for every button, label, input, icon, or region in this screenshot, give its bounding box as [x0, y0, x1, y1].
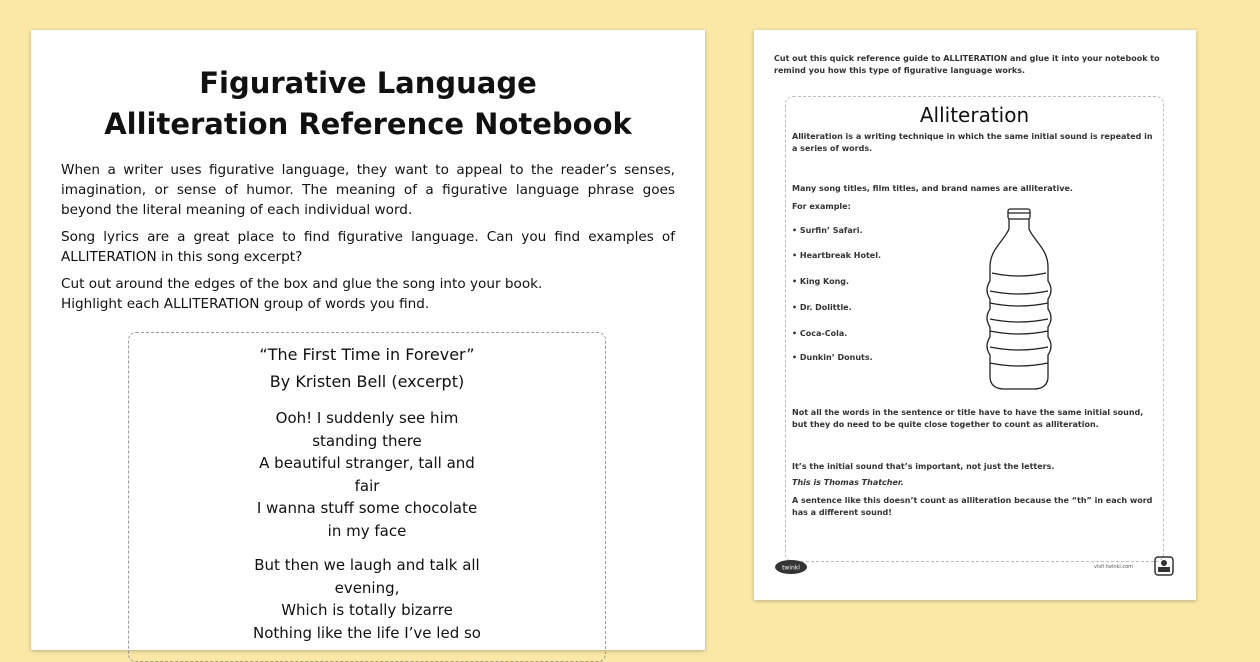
song-stanza-1	[129, 407, 605, 542]
song-byline: By Kristen Bell (excerpt)	[269, 372, 465, 391]
intro-block	[61, 160, 675, 314]
example-item: • Surfin’ Safari.	[792, 226, 863, 235]
intro-paragraph: When a writer uses figurative language, they want to appeal to the reader’s senses, imagination, or sense of humor. The meaning of a figurative language phrase goes beyond the literal meaning of each individual word.	[61, 162, 675, 218]
worksheet-page-left	[31, 30, 705, 650]
thomas-example-text: This is Thomas Thatcher.	[792, 478, 904, 487]
reference-card-title: Alliteration	[919, 103, 1030, 127]
water-bottle-illustration	[982, 207, 1056, 391]
lyric-line: A beautiful stranger, tall and	[259, 454, 475, 472]
instruction-text: Cut out this quick reference guide to ALLITERATION and glue it into your notebook to remind you how this type of figurative language works.	[774, 54, 1160, 75]
initial-sound-text: It’s the initial sound that’s important, not just the letters.	[792, 462, 1055, 471]
lyric-line: standing there	[312, 431, 422, 450]
worksheet-page-right	[754, 30, 1196, 600]
definition-text: Alliteration is a writing technique in which the same initial sound is repeated in a series of words.	[792, 132, 1153, 153]
example-item: • Dr. Dolittle.	[792, 303, 852, 312]
not-all-words-text: Not all the words in the sentence or title have to have the same initial sound, but they do need to be quite close together to count as alliteration.	[792, 408, 1144, 429]
lyric-line: Ooh! I suddenly see him	[275, 409, 459, 427]
lyric-line: I wanna stuff some chocolate	[256, 499, 478, 517]
brand-logo-icon	[773, 558, 809, 576]
lyric-line: in my face	[327, 521, 407, 540]
many-titles-text: Many song titles, film titles, and brand names are alliterative.	[792, 184, 1073, 193]
sentence-note-text: A sentence like this doesn’t count as alliteration because the “th” in each word has a different sound!	[792, 496, 1153, 517]
example-item: • Heartbreak Hotel.	[792, 251, 882, 260]
example-item: • King Kong.	[792, 277, 850, 286]
footer-text: visit twinkl.com	[1094, 564, 1134, 570]
lyric-line: Nothing like the life I’ve led so	[253, 623, 481, 642]
badge-icon	[1153, 555, 1175, 577]
song-title: “The First Time in Forever”	[259, 345, 475, 364]
example-item: • Coca-Cola.	[792, 329, 848, 338]
lyric-line: evening,	[334, 578, 400, 597]
lyric-line: fair	[354, 476, 380, 495]
example-item: • Dunkin’ Donuts.	[792, 353, 873, 362]
intro-paragraph: Song lyrics are a great place to find figurative language. Can you find examples of ALLITERATION in this song excerpt?	[61, 229, 675, 265]
brand-logo-label: twinkl	[782, 564, 800, 572]
lyric-line: Which is totally bizarre	[281, 601, 453, 619]
song-cutout-box	[128, 332, 606, 662]
page-title-line-2: Alliteration Reference Notebook	[104, 107, 632, 141]
reference-card	[785, 96, 1164, 562]
for-example-label: For example:	[792, 202, 851, 211]
lyric-line: But then we laugh and talk all	[254, 556, 480, 574]
song-stanza-2	[129, 554, 605, 644]
page-title-line-1: Figurative Language	[199, 66, 537, 100]
intro-paragraph: Cut out around the edges of the box and glue the song into your book. Highlight each ALLITERATION group of words you find.	[61, 276, 543, 312]
